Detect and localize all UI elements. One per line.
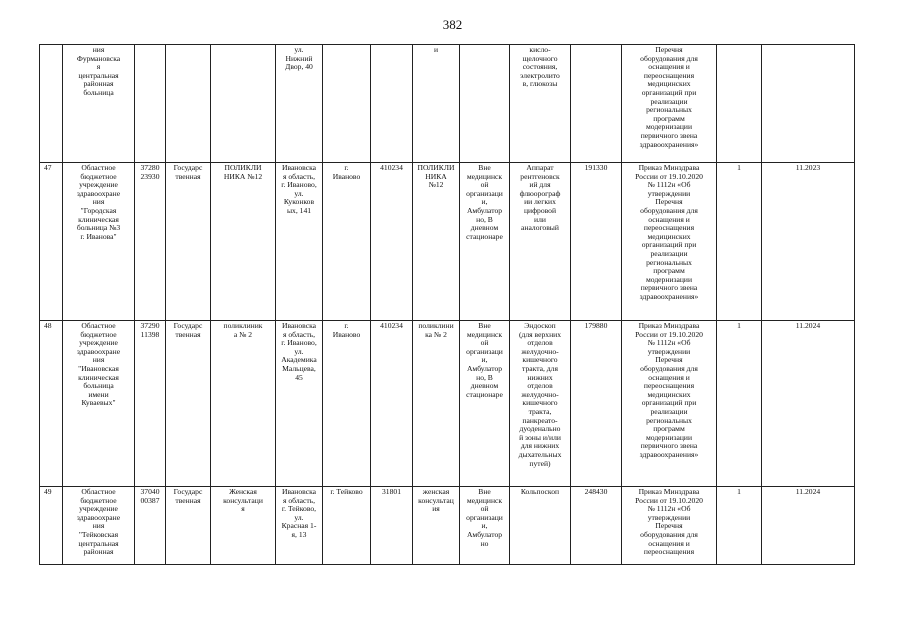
- cell-text: 31801: [382, 487, 401, 496]
- cell-text: Вне медицинск ой организаци и, Амбулатор но, В дневном стационаре: [466, 163, 503, 241]
- table-row: [40, 487, 855, 565]
- cell-text: кисло- щелочного состояния, электролито в, глюкозы: [520, 45, 560, 89]
- cell-text: поликлини ка № 2: [418, 321, 454, 339]
- cell-text: Областное бюджетное учреждение здравоохране ния "Ивановская клиническая больница имени Куваевых": [76, 321, 121, 408]
- cell-text: 1: [737, 321, 741, 330]
- cell-quantity: [717, 487, 762, 565]
- cell-quantity: [717, 321, 762, 487]
- cell-text: 191330: [584, 163, 608, 172]
- cell-text: Приказ Минздрава России от 19.10.2020 № 1112н «Об утверждении Перечня оборудования для оснащения и переоснащения: [635, 487, 703, 557]
- cell-department: [413, 45, 460, 163]
- cell-legal-basis: [622, 487, 717, 565]
- cell-oktmo-code: [371, 321, 413, 487]
- cell-equipment-name: [510, 163, 571, 321]
- cell-text: поликлиник а № 2: [223, 321, 263, 339]
- table-row: [40, 45, 855, 163]
- cell-row-number: [40, 487, 63, 565]
- cell-equipment-name: [510, 45, 571, 163]
- cell-text: Областное бюджетное учреждение здравоохране ния "Тейковская центральная районная: [76, 487, 121, 557]
- cell-text: ния Фурмановска я центральная районная больница: [76, 45, 121, 97]
- cell-unit-name: [211, 45, 276, 163]
- cell-equipment-name: [510, 321, 571, 487]
- cell-text: Ивановска я область, г. Тейково, ул. Красная 1- я, 13: [281, 487, 317, 539]
- cell-text: 37290 11398: [140, 321, 160, 339]
- cell-oktmo-code: [371, 163, 413, 321]
- cell-text: Вне медицинск ой организаци и, Амбулатор но: [466, 487, 503, 548]
- cell-unit-name: [211, 321, 276, 487]
- cell-text: 11.2024: [795, 321, 821, 330]
- equipment-table: [39, 44, 855, 565]
- cell-settlement: [323, 163, 371, 321]
- cell-unit-address: [276, 45, 323, 163]
- cell-text: 37040 00387: [140, 487, 160, 505]
- page-number: 382: [442, 17, 463, 32]
- cell-legal-basis: [622, 45, 717, 163]
- cell-text: ПОЛИКЛИ НИКА №12: [417, 163, 455, 190]
- cell-unit-address: [276, 321, 323, 487]
- cell-legal-basis: [622, 321, 717, 487]
- cell-equipment-name: [510, 487, 571, 565]
- cell-text: 179880: [584, 321, 608, 330]
- cell-ownership-type: [166, 321, 211, 487]
- cell-department: [413, 321, 460, 487]
- cell-text: г. Иваново: [332, 163, 361, 181]
- cell-text: Государс твенная: [173, 487, 203, 505]
- cell-department: [413, 487, 460, 565]
- cell-ownership-type: [166, 487, 211, 565]
- cell-settlement: [323, 321, 371, 487]
- cell-delivery-date: [762, 45, 855, 163]
- cell-text: и: [433, 45, 439, 54]
- cell-text: Ивановска я область, г. Иваново, ул. Академика Мальцева, 45: [281, 321, 317, 382]
- cell-equipment-code: [571, 45, 622, 163]
- cell-row-number: [40, 163, 63, 321]
- cell-text: Вне медицинск ой организаци и, Амбулатор но, В дневном стационаре: [466, 321, 503, 399]
- cell-unit-address: [276, 163, 323, 321]
- cell-oktmo-code: [371, 487, 413, 565]
- cell-delivery-date: [762, 487, 855, 565]
- cell-inn-code: [135, 487, 166, 565]
- cell-delivery-date: [762, 321, 855, 487]
- cell-equipment-code: [571, 487, 622, 565]
- cell-text: 47: [44, 163, 52, 172]
- cell-inn-code: [135, 321, 166, 487]
- cell-text: 1: [737, 487, 741, 496]
- cell-text: Перечня оборудования для оснащения и переоснащения медицинских организаций при реализации региональных программ модернизации первичного звена здравоохранения»: [639, 45, 699, 149]
- cell-text: Государс твенная: [173, 321, 203, 339]
- cell-text: Областное бюджетное учреждение здравоохране ния "Городская клиническая больница №3 г. Иванова": [76, 163, 121, 241]
- cell-text: ул. Нижний Двор, 40: [285, 45, 313, 72]
- cell-text: ПОЛИКЛИ НИКА №12: [223, 163, 263, 181]
- cell-delivery-date: [762, 163, 855, 321]
- cell-text: 248430: [584, 487, 608, 496]
- cell-organization-name: [63, 487, 135, 565]
- cell-text: 11.2023: [795, 163, 821, 172]
- cell-text: 49: [44, 487, 52, 496]
- cell-text: Приказ Минздрава России от 19.10.2020 № 1112н «Об утверждении Перечня оборудования для оснащения и переоснащения медицинских организаций при реализации региональных программ модернизации первичного звена здравоохранения»: [635, 163, 703, 301]
- cell-inn-code: [135, 163, 166, 321]
- cell-quantity: [717, 45, 762, 163]
- cell-care-conditions: [460, 321, 510, 487]
- cell-text: Эндоскоп (для верхних отделов желудочно- кишечного тракта, для нижних отделов желудочно- кишечного тракта, панкреато- дуоденально й зоны и/или для нижних дыхательных путей): [518, 321, 562, 468]
- cell-equipment-code: [571, 321, 622, 487]
- cell-equipment-code: [571, 163, 622, 321]
- cell-unit-name: [211, 163, 276, 321]
- cell-settlement: [323, 45, 371, 163]
- cell-text: 410234: [380, 163, 403, 172]
- cell-text: Аппарат рентгеновск ий для флюорограф ии легких цифровой или аналоговый: [519, 163, 561, 233]
- cell-row-number: [40, 321, 63, 487]
- cell-row-number: [40, 45, 63, 163]
- cell-text: 410234: [380, 321, 403, 330]
- cell-ownership-type: [166, 163, 211, 321]
- cell-text: Приказ Минздрава России от 19.10.2020 № 1112н «Об утверждении Перечня оборудования для оснащения и переоснащения медицинских организаций при реализации региональных программ модернизации первичного звена здравоохранения»: [635, 321, 703, 459]
- cell-text: Ивановска я область, г. Иваново, ул. Куконков ых, 141: [281, 163, 317, 215]
- cell-text: 48: [44, 321, 52, 330]
- table-row: [40, 321, 855, 487]
- cell-quantity: [717, 163, 762, 321]
- cell-text: г. Тейково: [330, 487, 363, 496]
- cell-organization-name: [63, 163, 135, 321]
- cell-department: [413, 163, 460, 321]
- cell-care-conditions: [460, 163, 510, 321]
- cell-text: Женская консультаци я: [223, 487, 263, 514]
- cell-text: 11.2024: [795, 487, 821, 496]
- cell-organization-name: [63, 45, 135, 163]
- cell-text: Государс твенная: [173, 163, 203, 181]
- cell-text: Кольпоскоп: [520, 487, 560, 496]
- cell-inn-code: [135, 45, 166, 163]
- table-row: [40, 163, 855, 321]
- cell-unit-name: [211, 487, 276, 565]
- cell-care-conditions: [460, 45, 510, 163]
- cell-legal-basis: [622, 163, 717, 321]
- cell-text: 1: [737, 163, 741, 172]
- cell-organization-name: [63, 321, 135, 487]
- cell-unit-address: [276, 487, 323, 565]
- cell-settlement: [323, 487, 371, 565]
- cell-oktmo-code: [371, 45, 413, 163]
- cell-text: г. Иваново: [332, 321, 361, 339]
- cell-ownership-type: [166, 45, 211, 163]
- cell-care-conditions: [460, 487, 510, 565]
- cell-text: женская консультац ия: [418, 487, 454, 514]
- cell-text: 37280 23930: [140, 163, 160, 181]
